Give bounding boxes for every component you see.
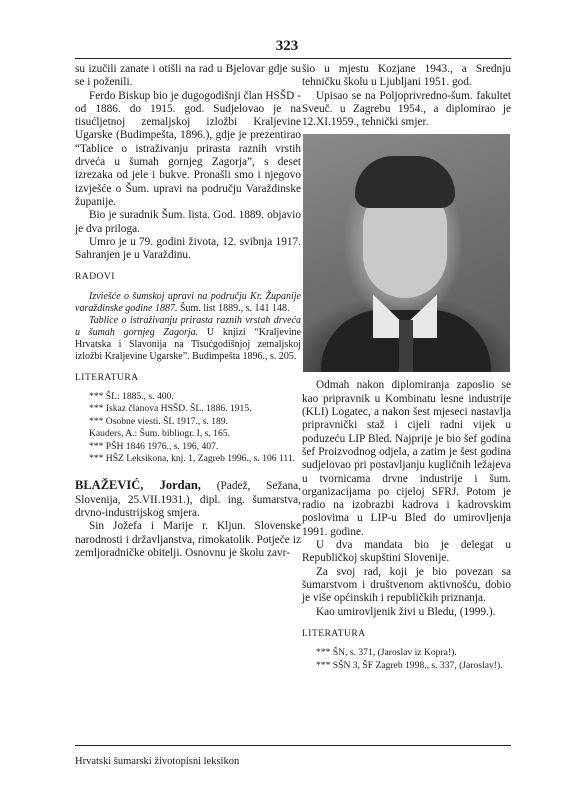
- work-source: U knjizi “Kraljevine Hrvatska i Slavonija na Tisućgodišnjoj zemaljskoj izložbi Kraljevine Ugarske”. Budimpešta 1896., s. 205.: [75, 326, 301, 362]
- literature-item: *** Osobne viesti. ŠL 1917., s. 189.: [89, 415, 229, 427]
- work-item: [75, 291, 301, 315]
- paragraph: Odmah nakon diplomiranja zaposlio se kao pripravnik u Kombinatu lesne industrije (KLI) Logatec, a nakon šest mjeseci nastavlja pripravnički staž i cijeli radni vijek u poduzeću LIP Bled. Najprije je bio šef godina šef Proizvodnog odjela, a zatim je šest godina sudjelovao pri postavljanju kugličnih ležajeva u tvornicama drvne industrije i šum. organizacijama po cijeloj SFRJ. Potom je radio na izobrazbi kadrova i kadrovskim poslovima u LIP-u Bled do umirovljenja 1991. godine.: [302, 379, 511, 538]
- entry-details: (Padež, Sežana, Slovenija, 25.VII.1931.), dipl. ing. šumarstva, drvno-industrijskog smjera.: [75, 480, 301, 520]
- footer-title: Hrvatski šumarski životopisni leksikon: [75, 756, 240, 767]
- paragraph: su izučili zanate i otišli na rad u Bjelovar gdje su se i poženili.: [75, 63, 301, 89]
- literature-item: *** ŠN, s. 371, (Jaroslav iz Kopra!).: [316, 647, 457, 659]
- left-column: [75, 63, 301, 560]
- portrait-photo: [303, 134, 510, 372]
- paragraph: Za svoj rad, koji je bio povezan sa šumarstvom i društvenom aktivnošću, dobio je više općinskih i republičkih priznanja.: [302, 565, 511, 605]
- literature-list: [302, 647, 511, 672]
- works-heading: RADOVI: [75, 272, 115, 283]
- paragraph: U dva mandata bio je delegat u Republičkoj skupštini Slovenije.: [302, 539, 511, 565]
- paragraph: Umro je u 79. godini života, 12. svibnja 1917. Sahranjen je u Varaždinu.: [75, 235, 301, 262]
- page-number: 323: [275, 38, 299, 54]
- paragraph: Ferdo Biskup bio je dugogodišnji član HSŠD - od 1886. do 1915. god. Sudjelovao je na tisućljetnoj zemaljskoj izložbi Kraljevine Ugarske (Budimpešta, 1896.), gdje je prezentirao “Tablice o istraživanju prirasta raznih vrstih drveća u šumah gornjeg Zagorja”, s deset izrezaka od jele i bukve. Pronašli smo i njegovo izvješće o Šum. upravi na području Varaždinske županije.: [75, 89, 301, 208]
- entry-name: BLAŽEVIĆ, Jordan,: [75, 478, 201, 493]
- literature-heading: LITERATURA: [302, 628, 366, 639]
- paragraph: Kao umirovljenik živi u Bledu, (1999.).: [316, 605, 496, 618]
- right-column: [302, 63, 511, 672]
- paragraph: šio u mjestu Kozjane 1943., a Srednju tehničku školu u Ljubljani 1951. god.: [302, 63, 511, 89]
- header-rule: [75, 58, 511, 59]
- literature-item: *** SŠN 3, ŠF Zagreb 1998., s. 337, (Jaroslav!).: [316, 659, 503, 671]
- literature-item: *** ŠL: 1885., s. 400.: [89, 391, 174, 403]
- entry-intro: [75, 479, 301, 520]
- literature-heading: LITERATURA: [75, 372, 139, 383]
- paragraph: Sin Jožefa i Marije r. Kljun. Slovenske narodnosti i državljanstva, rimokatolik. Potječe iz zemljoradničke obitelji. Osnovnu je školu zavr-: [75, 520, 301, 559]
- literature-item: *** PŠH 1846 1976., s. 196, 407.: [89, 440, 219, 452]
- work-source: Šum. list 1889., s. 141 148.: [177, 302, 290, 314]
- work-title: Izviešće o šumskoj upravi na području Kr. Županije varaždinske godine 1887.: [75, 290, 301, 314]
- literature-list: [75, 391, 301, 465]
- work-title: Tablice o istraživanju prirasta raznih vrstah drveća u šumah gornjeg Zagorja.: [75, 314, 301, 338]
- literature-item: *** Iskaz članova HSŠD. ŠL. 1886. 1915.: [89, 403, 252, 415]
- footer-rule: [75, 745, 511, 746]
- literature-item: *** HŠZ Leksikona, knj. 1, Zagreb 1996., s. 106 111.: [89, 453, 296, 465]
- paragraph: Upisao se na Poljoprivredno-šum. fakultet Sveuč. u Zagrebu 1954., a diplomirao je 12.XI.1959., tehnički smjer.: [302, 89, 511, 129]
- literature-item: Kauders, A.: Šum. bibliogr. I, s. 165.: [89, 428, 230, 440]
- work-item: [75, 315, 301, 363]
- paragraph: Bio je suradnik Šum. lista. God. 1889. objavio je dva priloga.: [75, 209, 301, 235]
- works-list: [75, 291, 301, 363]
